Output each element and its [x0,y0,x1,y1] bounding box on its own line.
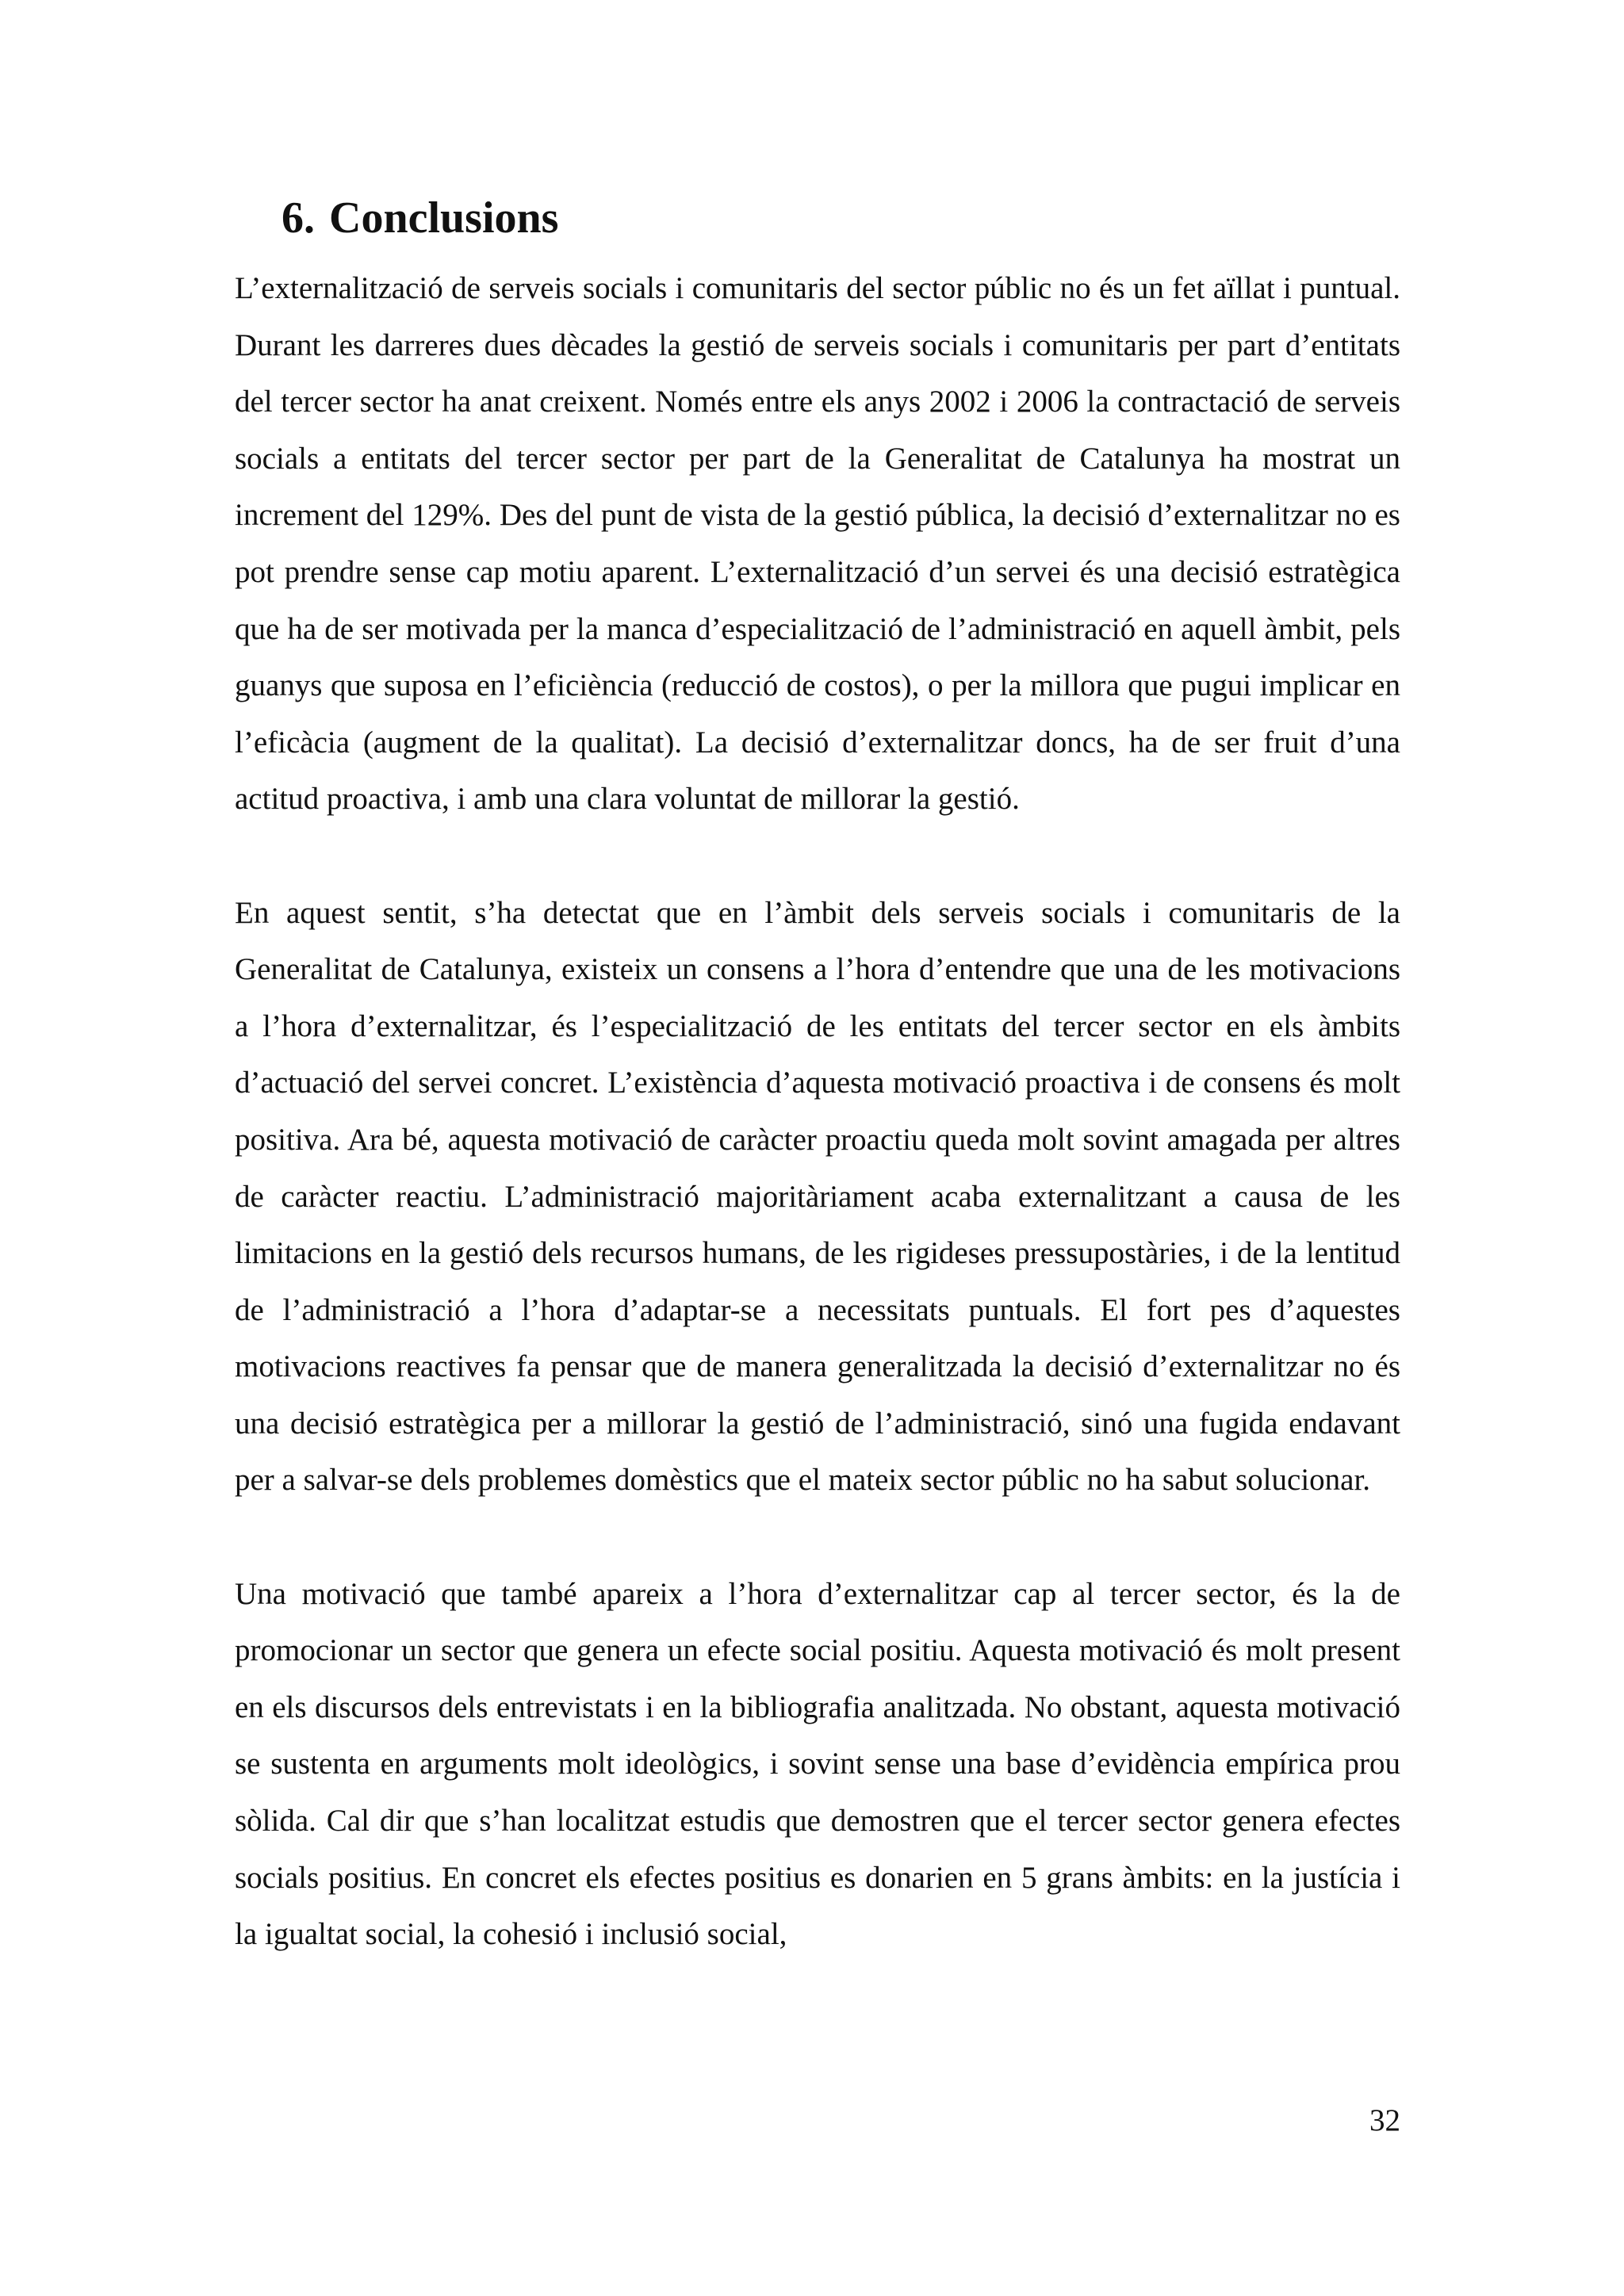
body-text [235,260,1400,1963]
section-title: Conclusions [329,193,559,243]
section-number: 6. [282,193,315,243]
paragraph-3: Una motivació que també apareix a l’hora d’externalitzar cap al tercer sector, és la de promocionar un sector que genera un efecte social positiu. Aquesta motivació és molt present en els discursos dels entrevistats i en la bibliografia analitzada. No obstant, aquesta motivació se sustenta en arguments molt ideològics, i sovint sense una base d’evidència empírica prou sòlida. Cal dir que s’han localitzat estudis que demostren que el tercer sector genera efectes socials positius. En concret els efectes positius es donarien en 5 grans àmbits: en la justícia i la igualtat social, la cohesió i inclusió social, [235,1576,1400,1952]
section-heading [282,190,558,246]
paragraph-2: En aquest sentit, s’ha detectat que en l’àmbit dels serveis socials i comunitaris de la Generalitat de Catalunya, existeix un consens a l’hora d’entendre que una de les motivacions a l’hora d’externalitzar, és l’especialització de les entitats del tercer sector en els àmbits d’actuació del servei concret. L’existència d’aquesta motivació proactiva i de consens és molt positiva. Ara bé, aquesta motivació de caràcter proactiu queda molt sovint amagada per altres de caràcter reactiu. L’administració majoritàriament acaba externalitzant a causa de les limitacions en la gestió dels recursos humans, de les rigideses pressupostàries, i de la lentitud de l’administració a l’hora d’adaptar-se a necessitats puntuals. El fort pes d’aquestes motivacions reactives fa pensar que de manera generalitzada la decisió d’externalitzar no és una decisió estratègica per a millorar la gestió de l’administració, sinó una fugida endavant per a salvar-se dels problemes domèstics que el mateix sector públic no ha sabut solucionar. [235,895,1400,1498]
page-number: 32 [1369,2103,1400,2137]
paragraph-1: L’externalització de serveis socials i comunitaris del sector públic no és un fet aïllat i puntual. Durant les darreres dues dècades la gestió de serveis socials i comunitaris per part d’entitats del tercer sector ha anat creixent. Només entre els anys 2002 i 2006 la contractació de serveis socials a entitats del tercer sector per part de la Generalitat de Catalunya ha mostrat un increment del 129%. Des del punt de vista de la gestió pública, la decisió d’externalitzar no es pot prendre sense cap motiu aparent. L’externalització d’un servei és una decisió estratègica que ha de ser motivada per la manca d’especialització de l’administració en aquell àmbit, pels guanys que suposa en l’eficiència (reducció de costos), o per la millora que pugui implicar en l’eficàcia (augment de la qualitat). La decisió d’externalitzar doncs, ha de ser fruit d’una actitud proactiva, i amb una clara voluntat de millorar la gestió. [235,271,1400,817]
